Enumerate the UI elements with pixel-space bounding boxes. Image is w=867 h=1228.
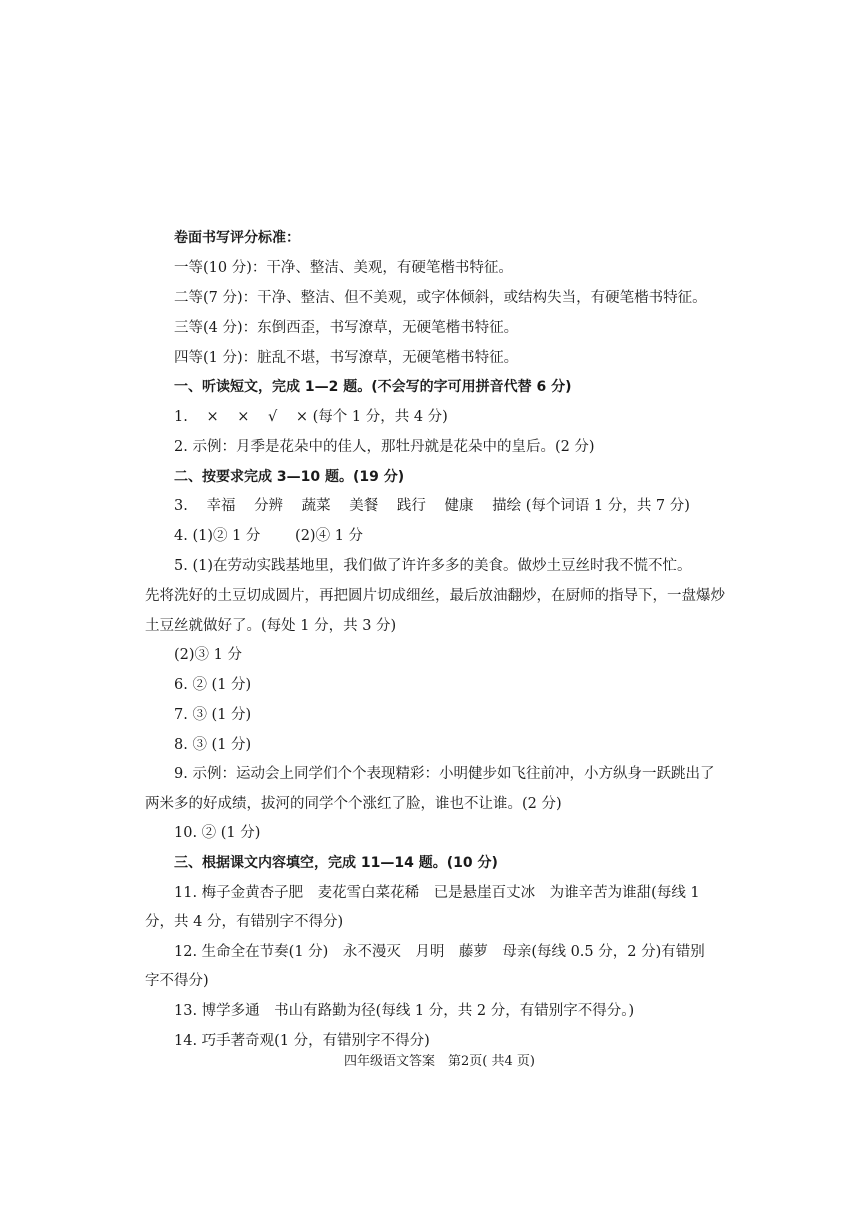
handwriting-criteria-title: 卷面书写评分标准： (174, 230, 300, 246)
q2-answer: 2. 示例：月季是花朵中的佳人，那牡丹就是花朵中的皇后。(2 分) (174, 439, 595, 455)
q3-answer (174, 496, 690, 516)
q14-answer: 14. 巧手著奇观(1 分，有错别字不得分) (174, 1033, 430, 1049)
section1-heading: 一、听读短文，完成 1—2 题。(不会写的字可用拼音代替 6 分) (174, 379, 572, 395)
q1-note: (每个 1 分，共 4 分) (312, 409, 448, 425)
page-footer: 四年级语文答案 第2页( 共4 页) (344, 1054, 535, 1069)
q1-mark-2: × (237, 409, 250, 425)
q3-word: 幸福 (206, 498, 236, 514)
q1-answer (174, 407, 448, 427)
q12-line2: 字不得分) (145, 973, 209, 989)
q3-word: 描绘 (492, 498, 522, 514)
q4-part1: 4. (1)② 1 分 (174, 528, 261, 544)
q3-word: 分辨 (254, 498, 284, 514)
q3-number: 3. (174, 498, 188, 514)
q3-note: (每个词语 1 分，共 7 分) (525, 498, 690, 514)
section2-heading: 二、按要求完成 3—10 题。(19 分) (174, 469, 405, 485)
q12-line1: 12. 生命全在节奏(1 分) 永不漫灭 月明 藤萝 母亲(每线 0.5 分，2 分)有错别 (174, 944, 705, 960)
criteria-grade-1: 一等(10 分)：干净、整洁、美观，有硬笔楷书特征。 (174, 260, 513, 276)
q13-answer: 13. 博学多通 书山有路勤为径(每线 1 分，共 2 分，有错别字不得分。) (174, 1003, 635, 1019)
q5-line1: 5. (1)在劳动实践基地里，我们做了许许多多的美食。做炒土豆丝时我不慌不忙。 (174, 558, 692, 574)
criteria-grade-4: 四等(1 分)：脏乱不堪，书写潦草，无硬笔楷书特征。 (174, 350, 519, 366)
q11-line1: 11. 梅子金黄杏子肥 麦花雪白菜花稀 已是悬崖百丈冰 为谁辛苦为谁甜(每线 1 (174, 885, 700, 901)
q5-part2: (2)③ 1 分 (174, 647, 242, 663)
q1-number: 1. (174, 409, 188, 425)
q1-mark-3: √ (267, 409, 278, 425)
q3-word: 践行 (396, 498, 426, 514)
q7-answer: 7. ③ (1 分) (174, 707, 252, 723)
q1-mark-4: × (295, 409, 308, 425)
q8-answer: 8. ③ (1 分) (174, 737, 252, 753)
criteria-grade-2: 二等(7 分)：干净、整洁、但不美观，或字体倾斜，或结构失当，有硬笔楷书特征。 (174, 290, 707, 306)
q1-mark-1: × (206, 409, 219, 425)
q5-line2: 先将洗好的土豆切成圆片，再把圆片切成细丝，最后放油翻炒，在厨师的指导下，一盘爆炒 (145, 588, 725, 604)
q5-line3: 土豆丝就做好了。(每处 1 分，共 3 分) (145, 618, 397, 634)
q3-word: 蔬菜 (301, 498, 331, 514)
q4-answer (174, 526, 363, 546)
q9-line1: 9. 示例：运动会上同学们个个表现精彩：小明健步如飞往前冲，小方纵身一跃跳出了 (174, 766, 715, 782)
q10-answer: 10. ② (1 分) (174, 825, 261, 841)
q3-word: 健康 (444, 498, 474, 514)
q4-part2: (2)④ 1 分 (295, 528, 364, 544)
q11-line2: 分，共 4 分，有错别字不得分) (145, 914, 344, 930)
q3-word: 美餐 (349, 498, 379, 514)
section3-heading: 三、根据课文内容填空，完成 11—14 题。(10 分) (174, 855, 498, 871)
q6-answer: 6. ② (1 分) (174, 677, 252, 693)
criteria-grade-3: 三等(4 分)：东倒西歪，书写潦草，无硬笔楷书特征。 (174, 320, 519, 336)
q9-line2: 两米多的好成绩，拔河的同学个个涨红了脸，谁也不让谁。(2 分) (145, 796, 562, 812)
